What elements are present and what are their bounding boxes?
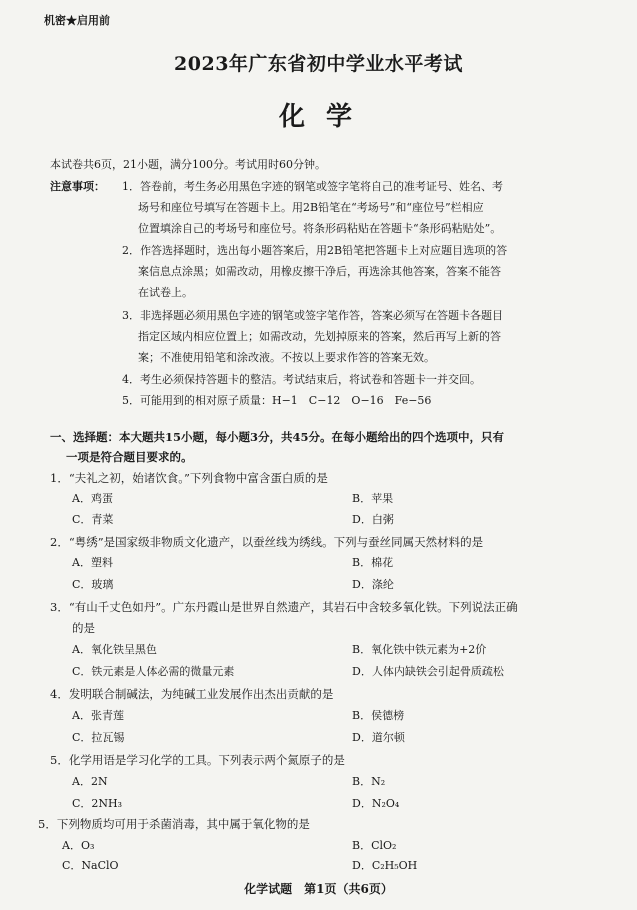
notice-3-line-3: 案；不准使用铅笔和涂改液。不按以上要求作答的答案无效。	[138, 351, 435, 364]
notice-1-line-1: 1．答卷前，考生务必用黑色字迹的钢笔或签字笔将自己的准考证号、姓名、考	[122, 180, 503, 193]
notice-2-line-3: 在试卷上。	[138, 286, 193, 299]
question-1-stem: 1．“夫礼之初，始诸饮食。”下列食物中富含蛋白质的是	[50, 471, 328, 485]
question-5-stem: 5．化学用语是学习化学的工具。下列表示两个氮原子的是	[50, 753, 345, 767]
question-6-option-c: C．NaClO	[62, 859, 119, 872]
secret-mark: 机密★启用前	[44, 14, 110, 27]
exam-title: 2023年广东省初中学业水平考试	[174, 53, 463, 75]
question-4-option-a: A．张青莲	[72, 709, 124, 722]
question-6-option-b: B．ClO₂	[352, 839, 397, 852]
question-2-stem: 2．“粤绣”是国家级非物质文化遗产，以蚕丝线为绣线。下列与蚕丝同属天然材料的是	[50, 535, 484, 549]
notice-5: 5．可能用到的相对原子质量：H−1 C−12 O−16 Fe−56	[122, 394, 432, 407]
notice-4: 4．考生必须保持答题卡的整洁。考试结束后，将试卷和答题卡一并交回。	[122, 373, 481, 386]
question-3-stem-cont: 的是	[72, 621, 95, 635]
question-6-option-a: A．O₃	[62, 839, 95, 852]
section-1-title-cont: 一项是符合题目要求的。	[66, 450, 193, 464]
notice-2-line-1: 2．作答选择题时，选出每小题答案后，用2B铅笔把答题卡上对应题目选项的答	[122, 244, 508, 257]
section-1-title: 一、选择题：本大题共15小题，每小题3分，共45分。在每小题给出的四个选项中，只有	[50, 430, 505, 444]
question-5-option-c: C．2NH₃	[72, 797, 123, 810]
question-3-option-b: B．氧化铁中铁元素为+2价	[352, 643, 487, 656]
question-5-option-b: B．N₂	[352, 775, 386, 788]
question-1-option-d: D．白粥	[352, 513, 394, 526]
question-3-option-c: C．铁元素是人体必需的微量元素	[72, 665, 235, 678]
question-2-option-d: D．涤纶	[352, 578, 394, 591]
question-1-option-b: B．苹果	[352, 492, 394, 505]
question-4-option-c: C．拉瓦锡	[72, 731, 125, 744]
question-1-option-c: C．青菜	[72, 513, 114, 526]
notice-2-line-2: 案信息点涂黑；如需改动，用橡皮擦干净后，再选涂其他答案，答案不能答	[138, 265, 501, 278]
page-footer: 化学试题 第1页（共6页）	[244, 882, 393, 896]
question-4-option-b: B．侯德榜	[352, 709, 405, 722]
notice-3-line-1: 3．非选择题必须用黑色字迹的钢笔或签字笔作答，答案必须写在答题卡各题目	[122, 309, 503, 322]
question-1-option-a: A．鸡蛋	[72, 492, 113, 505]
question-3-option-a: A．氧化铁呈黑色	[72, 643, 157, 656]
notice-1-line-2: 场号和座位号填写在答题卡上。用2B铅笔在“考场号”和“座位号”栏相应	[138, 201, 484, 214]
notice-1-line-3: 位置填涂自己的考场号和座位号。将条形码粘贴在答题卡“条形码粘贴处”。	[138, 222, 502, 235]
question-5-option-a: A．2N	[72, 775, 108, 788]
question-2-option-c: C．玻璃	[72, 578, 114, 591]
question-6-option-d: D．C₂H₅OH	[352, 859, 418, 872]
question-3-option-d: D．人体内缺铁会引起骨质疏松	[352, 665, 504, 678]
question-6-stem: 5．下列物质均可用于杀菌消毒，其中属于氧化物的是	[38, 817, 310, 831]
question-2-option-a: A．塑料	[72, 556, 113, 569]
question-3-stem: 3．“有山千丈色如丹”。广东丹霞山是世界自然遗产，其岩石中含较多氧化铁。下列说法正确	[50, 600, 518, 614]
subject-title: 化 学	[278, 102, 359, 132]
question-2-option-b: B．棉花	[352, 556, 394, 569]
question-4-option-d: D．道尔顿	[352, 731, 405, 744]
intro-text: 本试卷共6页，21小题，满分100分。考试用时60分钟。	[50, 158, 326, 171]
notice-3-line-2: 指定区域内相应位置上；如需改动，先划掉原来的答案，然后再写上新的答	[138, 330, 501, 343]
question-4-stem: 4．发明联合制碱法，为纯碱工业发展作出杰出贡献的是	[50, 687, 334, 701]
notice-label: 注意事项：	[50, 180, 105, 193]
question-5-option-d: D．N₂O₄	[352, 797, 400, 810]
